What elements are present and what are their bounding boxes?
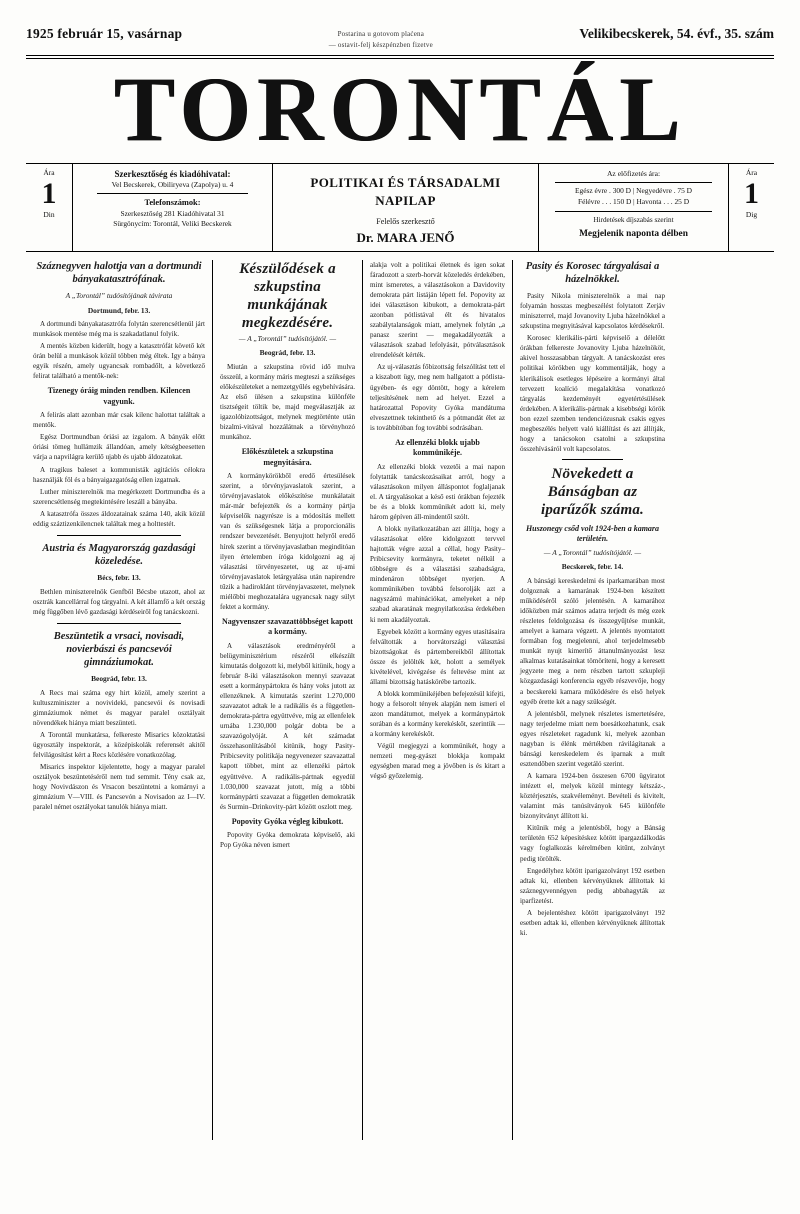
subscription-divider-1 — [555, 182, 712, 183]
article-7-para-5: Engedélyhez kötött iparigazolványt 192 esetben adtak ki, ellenben kérvényüknek állítottak ki száznegyvennégyen pedig abbahagyták az iparfizetést. — [520, 866, 665, 905]
article-1-dateline: Dortmund, febr. 13. — [87, 305, 151, 315]
article-columns — [26, 260, 774, 1140]
article-1-para-5: A tragikus baleset a kommunisták agitációs célokra használják föl és a bányaigazgatóság ellen izgatnak. — [33, 465, 205, 484]
price-left-amount: 1 — [41, 177, 57, 211]
editorial-office-address: Vel Becskerek, Obiliryeva (Zapolya) u. 4 — [111, 180, 234, 190]
article-3-para-3: Misarics inspektor kijelentette, hogy a magyar paralel osztályok beszüntetéséről nem tud semmit. Tény csak az, hogy Novivdászon és Vrsacon beszüntetni a komárnyi a gimnázium V—VIII. és Pancsevón a Novisadon az I—IV. paralel német osztályokat tanulók hiánya miatt. — [33, 763, 205, 812]
top-rule — [26, 55, 774, 56]
subscription-row-2: Félévre . . . 150 D | Havonta . . . 25 D — [577, 197, 690, 207]
article-4-dateline: Beográd, febr. 13. — [259, 348, 316, 358]
article-4-subhead-3: Popovity Gyóka végleg kibukott. — [231, 816, 344, 826]
article-2-dateline: Bécs, febr. 13. — [97, 573, 141, 583]
article-7-headline: Növekedett a Bánságban az iparűzők száma. — [540, 466, 645, 518]
phone-numbers: Szerkesztőség 281 Kiadóhivatal 31 — [120, 208, 225, 218]
responsible-editor-label: Felelős szerkesztő — [376, 217, 435, 227]
column-4-separator-1 — [562, 459, 623, 460]
editorial-office-info — [72, 164, 272, 250]
article-5-para-4: A blokk kommünikéjében befejezésül kifejti, hogy a felsorolt tények alapján nem ismeri el azon mandátumot, melyek a kormánypártok sorában és a kormány kerekéskőt, szerintük — a kormány kerekéskőt. — [370, 689, 505, 739]
article-4-para-4: Popovity Gyóka demokrata képviselő, aki Pop Gyóka néven ismert — [220, 831, 355, 850]
article-4-cont-para-1: alakja volt a politikai életnek és igen sokat fáradozott a szerb-horvát közeledés érdekében, mint ismeretes, a választásokon a Davidovity demokrata párt listáján lépett fel. Popovity az idei választáson kibukott, a demokrata-párt azonban pótlistával élt és hivatalos szabálytalanságok miatt, amelynek folytán „a panasz szerint — megakadályozták a választások szabad lefolyását, pótválasztások elrendelését kérték. — [370, 260, 505, 360]
article-1-para-2: A mentés közben kiderült, hogy a katasztrófát követő két órán belül a munkások közül többen még éltek. Igy a bánya egyik részén, amely ugyancsak rombadőlt, a következő felirat található a mentők-nek: — [33, 342, 205, 381]
article-4-cont-para-2: Az uj-választás főbizottság felszólítást tett el a kiszabott ügy, meg nem hallgatott a pótlista-ügyében- és egy döntött, hogy a kérelem teljesítésének nem ad helyet. Ezzel a határozattal Popovity Gyóka mandátuma elveszettnek tekinthető és a pótmandát élet az is továbbítóban fog további sodrásában. — [370, 363, 505, 432]
article-7-para-6: A bejelentéshez kötött iparigazolványt 192 esetben adtak ki, ellenben kérvényüknek állítottak ki. — [520, 908, 665, 937]
postage-note-line1: Postarina u gotovom plaćena — [337, 30, 425, 38]
editorial-office-label: Szerkesztőség és kiadóhivatal: — [114, 169, 231, 180]
article-3-para-2: A Torontál munkatársa, felkereste Misarics közoktatási ügyosztály inspektorát, a középiskolák referensét akitől felvilágosítást kért a Recs közlésére vonatkozólag. — [33, 730, 205, 760]
issue-info: Velikibecskerek, 54. évf., 35. szám — [579, 26, 774, 41]
article-1-headline: Száznegyven halottja van a dortmundi bányakatasztrófának. — [36, 260, 202, 285]
price-right-amount: 1 — [744, 177, 759, 211]
postage-note-line2: — ostavit-felj készpénzben fizetve — [328, 40, 433, 49]
masthead — [26, 58, 774, 160]
column-2 — [212, 260, 362, 1140]
subscription-row-1: Egész évre . 300 D | Negyedévre . 75 D — [574, 186, 693, 196]
publication-frequency: Megjelenik naponta délben — [579, 229, 688, 240]
article-4-subhead-1: Előkészületek a szkupstina megnyitására. — [241, 447, 334, 467]
subscription-divider-2 — [555, 211, 712, 212]
article-3-headline: Beszüntetik a vrsaci, novisadi, novierbászi és pancsevói gimnáziumokat. — [53, 630, 185, 669]
postage-note — [329, 26, 433, 50]
article-1-para-1: A dortmundi bányakatasztrófa folytán szerencsétlenül járt munkások mentése még ma is szakadatlanul folyik. — [33, 320, 205, 339]
article-6-headline: Pasity és Korosec tárgyalásai a házelnökkel. — [525, 260, 660, 285]
article-6-para-1: Pasity Nikola miniszterelnök a mai nap folyamán hosszas megbeszélést folytatott Zerjáv miniszterrel, majd Jovanovity Ljuba házelnökkel a szkupstina megnyitásával kapcsolatos kérdésekről. — [520, 292, 665, 331]
article-5-para-5: Végül megjegyzi a kommünikét, hogy a nemzeti meg-gyászt blokkja kompakt egységben marad meg a jövőben is és kitart a végső győzelemig. — [370, 742, 505, 781]
price-left — [26, 164, 72, 250]
column-3 — [362, 260, 512, 1140]
price-right — [728, 164, 774, 250]
article-1-para-3: A felirás alatt azonban már csak kilenc halottat találtak a mentők. — [33, 411, 205, 430]
price-left-label: Ára — [43, 168, 55, 178]
article-4-para-1: Miután a szkupstina rövid idő mulva összeül, a kormány máris megteszi a szükséges előkészületeket a nemzetgyűlés egybehívására. Az első ülésen a szkupstina különféle tisztségeit töltik be, majd megválasztják az igazolóbizottságot, melynek megtörténte után bizalmi-vitával hozzálátnak a törvényhozó munkához. — [220, 362, 355, 442]
telegram-address: Sürgönycím: Torontál, Veliki Becskerek — [113, 218, 232, 228]
column-1-separator-1 — [57, 535, 181, 536]
article-3-dateline: Beográd, febr. 13. — [91, 674, 147, 684]
editor-name: Dr. MARA JENŐ — [356, 230, 455, 246]
article-7-para-3: A kamara 1924-ben összesen 6700 ügyiratot intézett el, melyek közül mintegy kétszáz-, köztérjesztés, szakvéleményt. Bevételi és kivitelt, valamint más tanúsítványok 645 különféle bizonyítványt állított ki. — [520, 772, 665, 821]
article-4-para-2: A kormánykörökből eredő értesülések szerint, a törvényjavaslatok szerint, a törvényjavaslatok előkészítése munkálatait már-már befejezték és a kormány pártja képviselők nagyrésze is a módosítás mellett van és szükségesnek látja a proporcionális rendszer bevezetését. Benyujtott helyről eredő hírek szerint a törvényjavaslatban meginditóan ilyen értelemben íróga kidolgozni ag aj választási törvényeszetet, ug az uj-ami törvényjavaslatok letárgyalása után napirendre tűzik a hadiroklánt törvényjavaszetet, melynek miélőbbi meghozatalára ugyancsak nagy súlyt fektet a kormány. — [220, 472, 355, 611]
article-5-para-2: A blokk nyilatkozatában azt állítja, hogy a választásokat előre kidolgozott tervvel hajtották végre azzal a céllal, hogy Pasity–Pribicsevity kormányra, teketet nélkül a többségre és a választási szabadságra, mindenáron többséget nyerjen. A kommünikében továbbá felsorolják azt a nagyszámú mahinációkat, amelyeket a nép szabad akaratának megnyilatkozása érdekében ki nem akadályoztak. — [370, 524, 505, 624]
publication-date: 1925 február 15, vasárnap — [26, 26, 183, 41]
article-4-source: — A „Torontál” tudósítójától. — — [238, 333, 337, 343]
article-1-source: A „Torontál” tudósítójának távirata — [65, 291, 173, 300]
article-2-headline: Austria és Magyarország gazdasági közeledése. — [42, 542, 196, 567]
column-1-separator-2 — [57, 623, 181, 624]
article-5-para-1: Az ellenzéki blokk vezetői a mai napon folytatták tanácskozásaikat arról, hogy a választásokon milyen álláspontot foglaljanak el. A tárgyalásokat a késő esti órákban fejezték be és a blokk kommünikét adott ki, mely három gépíven áll-mindentől szólt. — [370, 462, 505, 521]
article-1-para-6: Luther miniszterelnök ma megérkezett Dortmundba és a szerencsétlenség megtekintésére leszáll a bányába. — [33, 487, 205, 506]
top-bar — [26, 26, 774, 50]
paper-type: POLITIKAI ÉS TÁRSADALMI NAPILAP — [310, 175, 501, 208]
masthead-info-box — [26, 163, 774, 251]
article-5-para-3: Egyebek között a kormány egyes utasításaira felváltották a horvátországi választási bizottságokat és pártembereikből állítottak össze és jelölték két, holott a semélyek kivételével, kivégzése és feltevése mint az állami bizottság hatáskörébe tartozik. — [370, 627, 505, 686]
price-right-currency: Dig — [745, 210, 758, 220]
article-7-para-2: A jelentésből, melynek részletes ismertetésére, nagy terjedelme miatt nem boesátkozhatunk, csak egyes részleteket ragadunk ki, melyek azonban nagyban is élénk mértékben rávilágítanak a bánsági kereskedelem és iparnak a mult esztendőben szerint vegetáló szerint. — [520, 709, 665, 768]
article-1-para-7: A katasztrófa összes áldozatainak száma 140, akik közül eddig száztizenkilencnek találtak meg a holttestét. — [33, 509, 205, 528]
phone-label: Telefonszámok: — [144, 198, 201, 208]
editorial-divider — [97, 193, 248, 194]
article-1-inset: Tizenegy óráig minden rendben. Kilencen vagyunk. — [47, 386, 191, 406]
advertising-rates: Hirdetések díjszabás szerint — [593, 215, 674, 224]
newspaper-title: TORONTÁL — [113, 58, 687, 160]
subscription-info — [538, 164, 728, 250]
article-7-source: — A „Torontál” tudósítójától. — — [543, 547, 642, 557]
paper-type-block — [272, 164, 538, 250]
article-7-para-4: Kitűnik még a jelentésből, hogy a Bánság területén 652 képesítéskez kötött ipargazdálkodás vagy foglalkozás kérelmében kitűnt, zolványt pedig törölték. — [520, 824, 665, 863]
article-4-subhead-2: Nagyvenszer szavazattöbbséget kapott a kormány. — [222, 616, 353, 637]
column-4 — [512, 260, 672, 1140]
article-7-dateline: Becskerek, febr. 14. — [561, 562, 624, 572]
price-left-currency: Din — [43, 210, 55, 220]
subscription-header: Az előfizetés ára: — [606, 169, 661, 179]
article-2-para-1: Bethlen miniszterelnök Genfből Bécsbe utazott, ahol az osztrák kancellárral fog tárgyalni. A két államfő a két ország még függőben lévő gazdasági kérdéseiről fog tanácskozni. — [33, 587, 205, 616]
article-4-headline: Készülődések a szkupstina munkájának megkezdésére. — [239, 260, 336, 331]
article-3-para-1: A Recs mai száma egy hirt közöl, amely szerint a kultuszminiszter a novivideki, pancsevói és novisadi gimnáziumok német és magyar paralel osztályait növendékek hiánya miatt beszünteti. — [33, 688, 205, 727]
article-1-para-4: Egész Dortmundban óriási az izgalom. A bányák előtt óriási tömeg hullámzik állandóan, amely kétségbeesetten várja a napvilágra kerülő ujabb és ujabb áldozatokat. — [33, 433, 205, 462]
article-7-subhead: Huszonegy csőd volt 1924-ben a kamara területén. — [525, 524, 660, 544]
price-right-label: Ára — [745, 168, 758, 178]
article-4-para-3: A választások eredményéről a belügyminisztérium részéről elkészült kimutatás dolgozott ki, melyből kitünik, hogy a február 8-iki választásokon mennyi szavazat esett a kormánypártokra és hány voks jutott az ellenzéknek. A kimutatás szerint 1.270,000 szavazatot adtak le a radikális és a független-demokrata-pártra együttvéve, míg az ellenfelek urnába 1.230,000 polgár dobta be a szavazógolyóját. A két számadat összehasonlításából kitünik, hogy Pasity-Pribicsevity politikája negyvenezer szavazattal kapott többet, mint az ellenzéki pártok együttvéve. A radikális-pártnak egyedül 1.030,000 szavazat jutott, míg a többi kormánypárti szavazat a független demokraták és Surmin–Drinkovity-párt között oszlott meg. — [220, 641, 355, 811]
article-7-para-1: A bánsági kereskedelmi és iparkamarában most dolgoznak a kamarának 1924-ben készített működéséről szóló jelentésén. A kamarához időközben már számos adatra terjedt és még ezek részletes feldolgozása és összegyűjtése munkát, amelyet a kamara végzett. A jelentés nyomtatott formában fog megjelenni, ahol terjedelmesebb munkát nyujt kimerítő áttanulmányozást lesz alkalmas kutatásainkat tömöríteni, hogy a keresett jegyzete meg a nem részben tartott szkupleji közgazdasági konferencia egyéb részvevője, hogy a becskereki kamara működésére és első helyek egyéb érette két a nagy szükségét. — [520, 576, 665, 706]
column-1 — [26, 260, 212, 1140]
article-5-subhead-1: Az ellenzéki blokk ujabb kommünikéje. — [395, 437, 480, 458]
article-6-para-2: Korosec klerikális-párti képviselő a délelőtt órákban felkereste Jovanovity Ljuba házelnököt, akivel hosszasabban tárgyalt. A tanácskozást eres politikai körökben ugy kommentálják, hogy a klerikálisok esetleges lépéseire a kormányi által tervezett koalíció megalakítása vonatkozó tárgyalás kezdeményét egyetértésülések érdekében. A klerikális-pártnak a kisebbségi körök bon ezzel szemben tendenciózusnak csakis egyes megbeszélés helyett való kiállítást és azt állítják, hogy a tanácsokon csatolni a szkupstina összehívásáról volt kapcsolatos. — [520, 334, 665, 453]
